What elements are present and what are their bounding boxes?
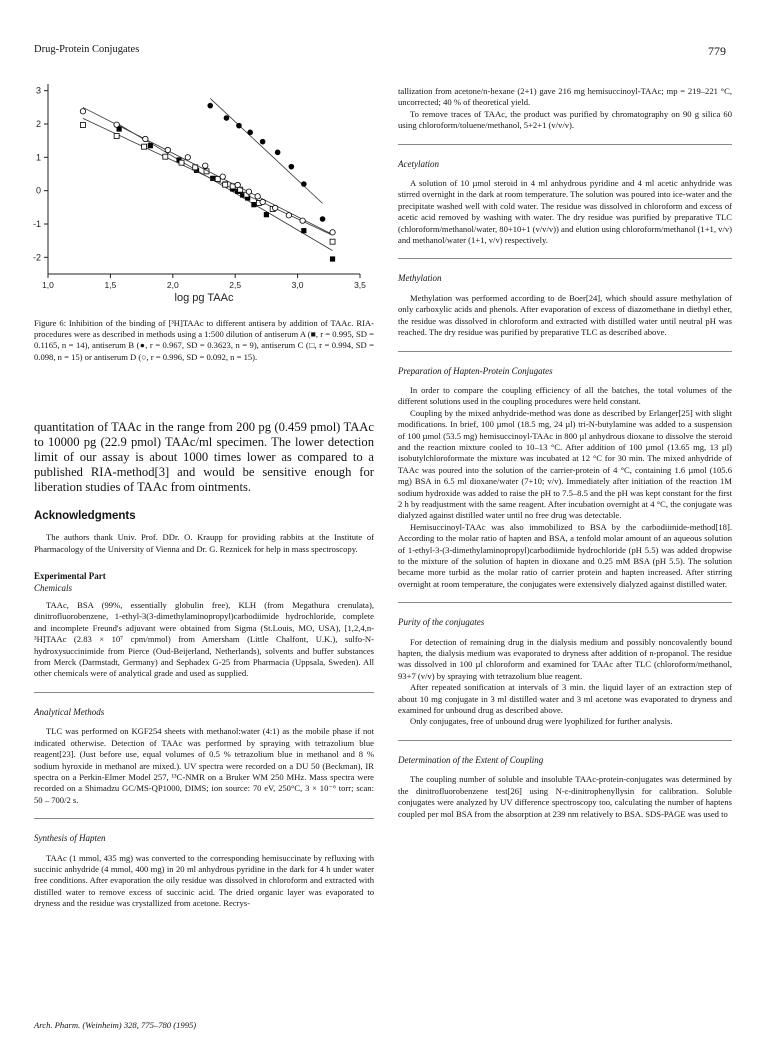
analytical-methods-text: TLC was performed on KGF254 sheets with methanol:water (4:1) as the mobile phase if not indicated otherwise. Detection of TAAc was performed by spraying with tetrazolium blue reagent[23]. (Just before use, equal volumes of 0.5 % tetrazolium blue in methanol and 8 % sodium hyroxide in methanol are mixed.). UV spectra were recorded on a DU 50 (Beckman), IR spectra on a Perkin-Elmer Model 257, ¹³C-NMR on a Bruker WM 250 MHz. Mass spectra were recorded on a Shimadzu GC/MS-QP1000, DIMS; ion source: 70 eV, 250°C, 3 × 10⁻⁶ torr; scan: 50 – 700/2 s. [34,726,374,805]
y-tick-label: 3 [35,85,41,96]
data-point-circle-open [165,147,170,152]
recrystallization-text: tallization from acetone/n-hexane (2+1) gave 216 mg hemisuccinoyl-TAAc; mp = 219–221 °C, uncorrected; 40 % of theoretical yield. [398,86,732,108]
synthesis-text: TAAc (1 mmol, 435 mg) was converted to the corresponding hemisuccinate by refluxing with succinic anhydride (4 mmol, 400 mg) in 20 ml anhydrous pyridine in the dark for 4 h under water free conditions. After evaporation the oily residue was dissolved in chloroform and extracted with distilled water to remove excess of succinic acid. The dried organic layer was evaporated to dryness and the residue was crystallized from acetone. Recrys- [34,852,374,909]
purity-text-1: For detection of remaining drug in the dialysis medium and possibly noncovalently bound hapten, the dialysis medium was evaporated to dryness after addition of n-propanol. The residue was dissolved in 100 µl chloroform and examined for TAAc after TLC (chloroform/methanol, 93+7 (v/v) by spraying with tetrazolium blue reagent. [398,636,732,681]
data-point-circle-open [272,205,277,210]
figure-caption-text: Figure 6: Inhibition of the binding of [³H]TAAc to different antisera by addition of TAAc. RIA-procedures were as described in methods using a 1:500 dilution of antiserum A (■, r = 0.995, SD = 0.1165, n = 14), antiserum B (●, r = 0.967, SD = 0.3623, n = 9), antiserum C (□, r = 0.994, SD = 0.098, n = 15) or antiserum D (○, r = 0.996, SD = 0.092, n = 15). [34,318,374,362]
preparation-text-1: In order to compare the coupling efficiency of all the batches, the total volumes of the different solutions used in the coupling procedures were held constant. [398,384,732,407]
data-point-circle-open [246,189,251,194]
preparation-text-2: Coupling by the mixed anhydride-method was done as described by Erlanger[25] with slight modifications. In brief, 100 µmol (18.5 mg, 24 µl) tri-N-butylamine was added to a suspension of 100 µmol (53.5 mg) hemisuccinoyl-TAAc in 800 µl anhydrous dioxane to dissolve the steroid and the reaction mixture cooled to 10–13 °C. After addition of 100 µmol (13.65 mg, 13 µl) isobutylchloroformate the mixture was incubated at 12 °C for 30 min. The mixed anhydride of TAAc was poured into the solution of the carrier-protein of 4 °C, containing 1.6 µmol (105.6 mg) BSA in 6.5 ml dioxane/water (7+10; v/v). Immediately after initiation of the reaction 1M sodium hydroxide was added to raise the pH to 7.5–8.5 and the pH was kept constant for the first 2 h by readjustment with the same reagent. After incubation overnight at 4 °C, the conjugate was dialyzed against distilled water until no free drug was detectable. [398,407,732,521]
acetylation-heading: Acetylation [398,158,439,169]
data-point-circle-filled [301,181,307,187]
page-number: 779 [708,44,726,58]
data-point-circle-open [114,122,119,127]
data-point-square-open [163,154,168,159]
data-point-circle-open [235,182,240,187]
data-point-square-open [80,123,85,128]
y-tick-label: -2 [32,252,41,263]
x-tick-label: 1,5 [104,280,117,290]
x-tick-label: 1,0 [42,280,54,290]
regression-line [83,118,333,235]
analytical-methods-heading: Analytical Methods [34,706,105,717]
methylation-heading: Methylation [398,273,442,284]
section-divider [398,258,732,259]
chart-marks [80,98,335,261]
section-divider [398,144,732,145]
data-point-square-filled [301,228,306,233]
data-point-circle-open [300,218,305,223]
purity-text-3: Only conjugates, free of unbound drug were lyophilized for further analysis. [410,716,673,727]
synthesis-heading: Synthesis of Hapten [34,833,106,844]
purification-text: To remove traces of TAAc, the product was purified by chromatography on 90 g silica 60 using chloroform/toluene/methanol, 5+2+1 (v/v/v). [398,108,732,131]
data-point-circle-open [255,194,260,199]
data-point-square-filled [251,202,256,207]
data-point-circle-filled [207,103,213,109]
chemicals-heading: Chemicals [34,582,72,593]
methylation-text: Methylation was performed according to de Boer[24], which should assure methylation of only carboxylic acids and phenols. After evaporation of excess of diazomethane in diethyl ether, the residue was dissolved in chloroform and extracted with distilled water until neutral pH was reached. The dry residue was purified by preparative TLC as described above. [398,292,732,338]
figure-caption [34,318,374,363]
regression-line [83,107,333,234]
y-tick-label: -1 [32,219,41,229]
data-point-square-filled [148,143,153,148]
data-point-circle-open [220,174,225,179]
data-point-square-filled [264,212,269,217]
data-point-square-open [330,239,335,244]
y-tick-label: 2 [35,119,41,129]
data-point-circle-filled [236,123,242,129]
section-divider [398,740,732,741]
purity-heading: Purity of the conjugates [398,617,485,628]
regression-line [210,98,322,203]
conclusion-paragraph: quantitation of TAAc in the range from 200 pg (0.459 pmol) TAAc to 10000 pg (22.9 pmol) TAAc/ml specimen. The lower detection limit of our assay is about 1000 times lower as compared to a published RIA-method[3] and would be sensitive enough for liberation studies of TAAc from ointments. [34,420,374,494]
journal-citation: Arch. Pharm. (Weinheim) 328, 775–780 (1995) [34,1020,197,1030]
data-point-circle-open [185,155,190,160]
acetylation-text: A solution of 10 µmol steroid in 4 ml anhydrous pyridine and 4 ml acetic anhydride was stirred overnight in the dark at room temperature. The solution was poured into ice-water and the precipitate washed well with cold water. The residue was dissolved in chloroform and excess of acetic acid removed by washing with water. The dry residue was purified by preparative TLC (chloroform/methanol/water, 80+10+1 (v/v/v)) and elution using chloroform/methanol (1+1, v/v) and methanol/water (1+1, v/v) respectively. [398,178,732,246]
data-point-square-open [179,160,184,165]
data-point-square-open [223,182,228,187]
chart-axes [33,84,366,304]
left-column [34,420,374,910]
data-point-circle-filled [320,216,326,222]
determination-heading: Determination of the Extent of Coupling [398,754,544,765]
y-tick-label: 0 [35,185,41,196]
data-point-circle-open [203,163,208,168]
section-divider [34,692,374,693]
x-tick-label: 2,5 [229,280,242,290]
data-point-circle-open [330,230,335,235]
acknowledgments-heading: Acknowledgments [34,510,136,522]
data-point-square-open [114,134,119,139]
section-divider [398,351,732,352]
data-point-square-filled [330,256,335,261]
data-point-circle-filled [275,150,281,156]
x-tick-label: 3,5 [354,280,366,290]
determination-text: The coupling number of soluble and insoluble TAAc-protein-conjugates was determined by the dinitrofluorobenzene test[26] using N-ε-dinitrophenyllysin for calibration. Soluble conjugates were analyzed by UV difference spectroscopy too, calculating the number of haptens coupled per mol BSA from the absorption at 239 nm relatively to BSA. SDS-PAGE was used to [398,774,732,819]
section-divider [398,602,732,603]
section-divider [34,818,374,819]
data-point-circle-open [260,199,265,204]
purity-text-2: After repeated sonification at intervals of 3 min. the liquid layer of an extraction step of about 10 mg conjugate in 3 ml distilled water and 3 ml acetone was evaporated to dryness and examined for unbound drug as described above. [398,682,732,716]
x-axis-label: log pg TAAc [174,292,234,304]
running-title: Drug-Protein Conjugates [34,44,140,55]
x-tick-label: 3,0 [291,280,304,290]
x-tick-label: 2,0 [166,280,179,290]
experimental-heading: Experimental Part [34,571,106,582]
data-point-circle-open [286,213,291,218]
preparation-heading: Preparation of Hapten-Protein Conjugates [398,365,553,376]
data-point-circle-filled [247,130,253,136]
data-point-circle-open [80,109,85,114]
data-point-circle-filled [289,164,295,170]
chemicals-text: TAAc, BSA (99%, essentially globulin free), KLH (from Megathura crenulata), dinitrofluorobenzene, 1-ethyl-3(3-dimethylaminopropyl)carbodiimide hydrochloride, complete and incomplete Freund's adjuvant were obtained from Sigma (St.Louis, MO, USA), [1,2,4,n-³H]TAAc (2.83 × 10⁷ cpm/mmol) from Amersham (Little Chalfont, U.K.), sulfo-N-hydroxysuccinimide from Pierce (Oud-Beijerland, Netherlands), solvents and buffer substances from Merck (Darmstadt, Germany) and Sephadex G-25 from Pharmacia (Uppsala, Sweden). All other chemicals were of analytical grade and used as supplied. [34,600,374,679]
data-point-circle-filled [260,139,266,145]
acknowledgments-text: The authors thank Univ. Prof. DDr. O. Kraupp for providing rabbits at the Institute of Pharmacology of the University of Vienna and Dr. G. Reznicek for help in mass spectroscopy. [34,532,374,554]
figure-6-chart [20,78,380,310]
data-point-circle-filled [224,115,230,121]
right-column [398,86,732,820]
data-point-circle-open [143,136,148,141]
data-point-square-open [142,144,147,149]
preparation-text-3: Hemisuccinoyl-TAAc was also immobilized to BSA by the carbodiimide-method[18]. According to the molar ratio of hapten and BSA, a tenfold molar amount of an aqueous solution of 1-ethyl-3-(3-dimethylaminopropyl)carbodiimide hydrochloride (pH 5.5) was added dropwise to the mixture of the solution of hapten in dioxane and 0.25 mM BSA (pH 5.5). The solution became more turbid as the molar ratio of carrier protein and hapten increased. After stirring overnight at room temperature, the conjugates were extensively dialyzed against distilled water. [398,521,732,589]
y-tick-label: 1 [35,152,41,163]
